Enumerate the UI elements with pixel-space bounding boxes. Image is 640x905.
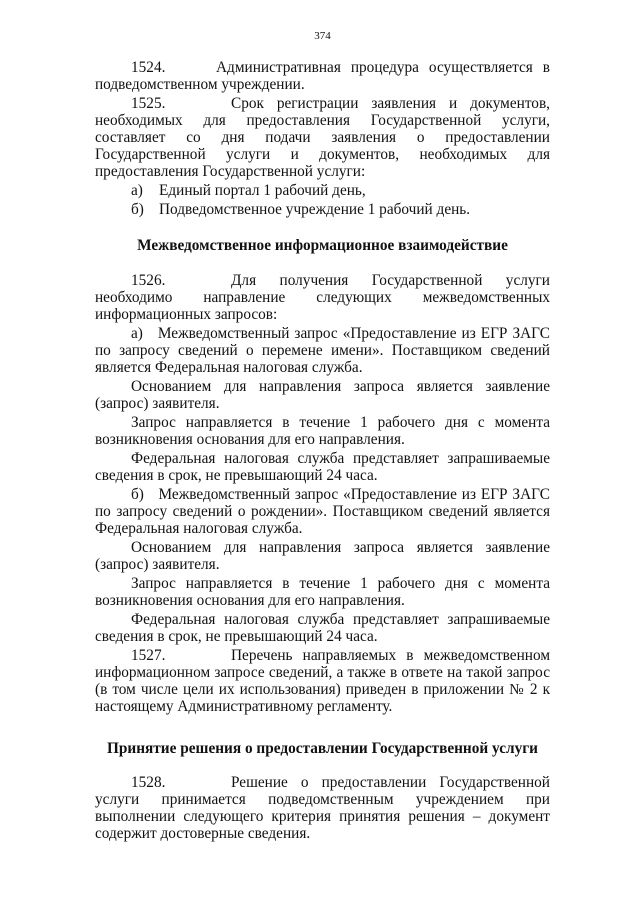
section-heading: Межведомственное информационное взаимодействие [137,237,508,254]
section-heading: Принятие решения о предоставлении Государственной услуги [106,740,538,757]
clause-text: Административная процедура осуществляется в подведомственном учреждении. [95,59,550,93]
request-b-text: б) Межведомственный запрос «Предоставление из ЕГР ЗАГС по запросу сведений о рождении». Поставщиком сведений является Федеральная налоговая служба. [95,486,550,537]
request-b-timing: Запрос направляется в течение 1 рабочего дня с момента возникновения основания для его направления. [95,575,550,609]
clause-number: 1526. [131,272,166,289]
request-b-basis: Основанием для направления запроса является заявление (запрос) заявителя. [95,539,550,573]
list-item [95,182,550,199]
clause-text: Срок регистрации заявления и документов, необходимых для предоставления Государственной услуги, составляет со дня подачи заявления о предоставлении Государственной услуги и документов, необходимых для предоставления Государственной услуги: [95,95,550,180]
request-b-response: Федеральная налоговая служба представляет запрашиваемые сведения в срок, не превышающий 24 часа. [95,611,550,645]
request-a-timing: Запрос направляется в течение 1 рабочего дня с момента возникновения основания для его направления. [95,414,550,448]
paragraph-1524 [95,59,550,93]
list-marker: а) [131,182,143,199]
request-a-basis: Основанием для направления запроса является заявление (запрос) заявителя. [95,378,550,412]
request-a-text: а) Межведомственный запрос «Предоставление из ЕГР ЗАГС по запросу сведений о перемене имени». Поставщиком сведений является Федеральная налоговая служба. [95,325,550,376]
clause-number: 1527. [131,647,166,664]
page-number: 374 [314,30,331,42]
paragraph-1526 [95,272,550,323]
paragraph-1528 [95,774,550,842]
list-text: Единый портал 1 рабочий день, [159,182,366,199]
clause-text: Решение о предоставлении Государственной услуги принимается подведомственным учреждением при выполнении следующего критерия принятия решения – документ содержит достоверные сведения. [95,774,550,842]
clause-number: 1525. [131,95,166,112]
request-a-response: Федеральная налоговая служба представляет запрашиваемые сведения в срок, не превышающий 24 часа. [95,450,550,484]
list-item [95,201,550,218]
list-marker: б) [131,201,144,218]
clause-text: Для получения Государственной услуги необходимо направление следующих межведомственных информационных запросов: [95,272,550,323]
paragraph-1525 [95,95,550,180]
paragraph-1527 [95,647,550,715]
document-body [95,59,550,842]
list-text: Подведомственное учреждение 1 рабочий день. [159,201,471,218]
clause-text: Перечень направляемых в межведомственном информационном запросе сведений, а также в ответе на такой запрос (в том числе цели их использования) приведен в приложении № 2 к настоящему Административному регламенту. [95,647,550,715]
clause-number: 1528. [131,774,166,791]
clause-number: 1524. [131,59,166,76]
